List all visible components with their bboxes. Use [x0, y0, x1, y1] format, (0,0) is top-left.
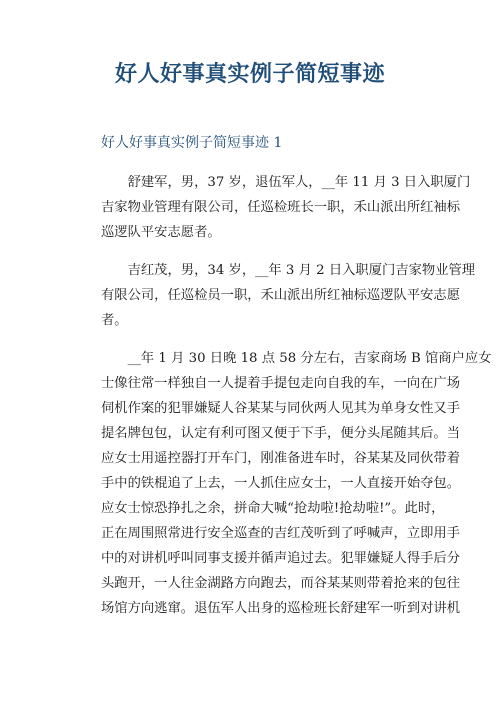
paragraph-3	[101, 346, 492, 621]
paragraph-line: 士像往常一样独自一人提着手提包走向自我的车，一向在广场	[101, 376, 461, 391]
paragraph-line: 舒建军，男，37 岁，退伍军人，__年 11 月 3 日入职厦门	[101, 175, 471, 190]
paragraph-line: 伺机作案的犯罪嫌疑人谷某某与同伙两人见其为单身女性又手	[101, 401, 461, 416]
paragraph-line: 手中的铁棍追了上去，一人抓住应女士，一人直接开始夺包。	[101, 476, 461, 491]
paragraph-line: 者。	[101, 313, 128, 328]
document-title: 好人好事真实例子简短事迹	[114, 62, 385, 87]
paragraph-line: 提名牌包包，认定有利可图又便于下手，便分头尾随其后。当	[101, 426, 461, 441]
paragraph-line: 吉家物业管理有限公司，任巡检班长一职，禾山派出所红袖标	[101, 200, 461, 215]
paragraph-line: 场馆方向逃窜。退伍军人出身的巡检班长舒建军一听到对讲机	[101, 601, 461, 616]
paragraph-1	[101, 170, 471, 245]
paragraph-line: 应女士惊恐挣扎之余，拼命大喊“抢劫啦!抢劫啦!”。此时，	[101, 501, 445, 516]
paragraph-line: 巡逻队平安志愿者。	[101, 225, 221, 240]
paragraph-line: 头跑开，一人往金湖路方向跑去，而谷某某则带着抢来的包往	[101, 576, 461, 591]
paragraph-line: 正在周围照常进行安全巡查的吉红茂听到了呼喊声，立即用手	[101, 526, 461, 541]
paragraph-line: 中的对讲机呼叫同事支援并循声追过去。犯罪嫌疑人得手后分	[101, 551, 461, 566]
paragraph-line: 有限公司，任巡检员一职，禾山派出所红袖标巡逻队平安志愿	[101, 288, 461, 303]
paragraph-line: 应女士用遥控器打开车门，刚准备进车时，谷某某及同伙带着	[101, 451, 461, 466]
section-heading: 好人好事真实例子简短事迹 1	[101, 135, 283, 151]
paragraph-line: __年 1 月 30 日晚 18 点 58 分左右，吉家商场 B 馆商户应女	[101, 351, 492, 366]
paragraph-2	[101, 258, 476, 333]
paragraph-line: 吉红茂，男，34 岁，__年 3 月 2 日入职厦门吉家物业管理	[101, 263, 476, 278]
